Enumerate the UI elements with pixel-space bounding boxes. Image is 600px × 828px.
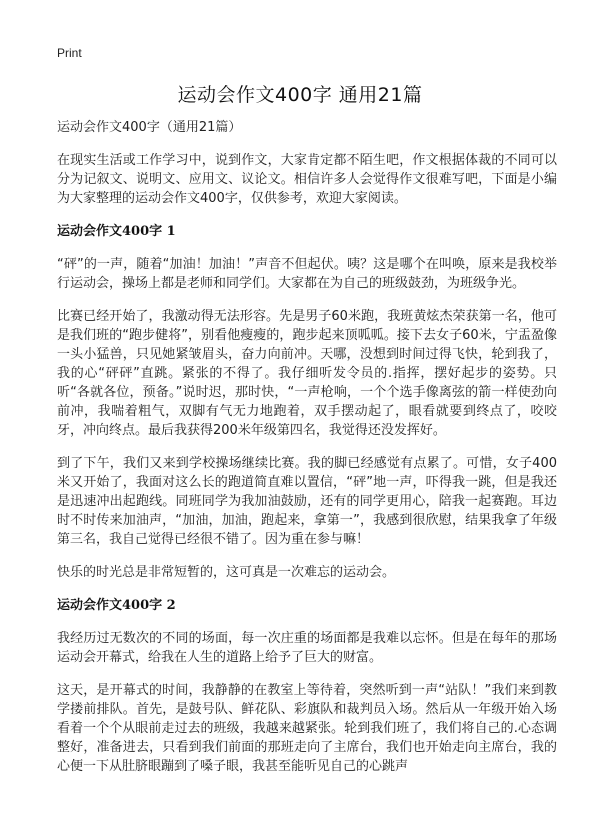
- page-title: 运动会作文400字 通用21篇: [177, 84, 423, 106]
- section-paragraph: 到了下午，我们又来到学校操场继续比赛。我的脚已经感觉有点累了。可惜，女子400米又开始了，我面对这么长的跑道简直难以置信，“砰”地一声，吓得我一跳，但是我还是迅速冲出起跑线。同班同学为我加油鼓励，还有的同学更用心，陪我一起赛跑。耳边时不时传来加油声，“加油，加油，跑起来，拿第一”，我感到很欣慰，结果我拿了年级第三名，我自己觉得已经很不错了。因为重在参与嘛！: [57, 456, 557, 547]
- section-paragraph: 快乐的时光总是非常短暂的，这可真是一次难忘的运动会。: [57, 565, 396, 580]
- article-subtitle: 运动会作文400字（通用21篇）: [57, 120, 242, 135]
- article-body: [57, 118, 557, 790]
- section-paragraph: 比赛已经开始了，我激动得无法形容。先是男子60米跑，我班黄炫杰荣获第一名，他可是我们班的“跑步健将”，别看他瘦瘦的，跑步起来顶呱呱。接下去女子60米，宁盂盈像一头小猛兽，只见她紧皱眉头，奋力向前冲。天哪，没想到时间过得飞快，轮到我了，我的心“砰砰”直跳。紧张的不得了。我仔细听发令员的.指挥，摆好起步的姿势。只听“各就各位，预备。”说时迟，那时快，“一声枪响，一个个选手像离弦的箭一样使劲向前冲，我喘着粗气，双脚有气无力地跑着，双手摆动起了，眼看就要到终点了，咬咬牙，冲向终点。最后我获得200米年级第四名，我觉得还没发挥好。: [57, 309, 557, 438]
- section-heading: 运动会作文400字 1: [57, 224, 176, 239]
- section-heading: 运动会作文400字 2: [57, 598, 176, 613]
- section-paragraph: “砰”的一声，随着“加油！加油！”声音不但起伏。咦？这是哪个在叫唤，原来是我校举行运动会，操场上都是老师和同学们。大家都在为自己的班级鼓劲，为班级争光。: [57, 257, 557, 291]
- section-paragraph: 这天，是开幕式的时间，我静静的在教室上等待着，突然听到一声“站队！”我们来到教学搂前排队。首先，是鼓号队、鲜花队、彩旗队和裁判员入场。然后从一年级开始入场看着一个个从眼前走过去的班级，我越来越紧张。轮到我们班了，我们将自己的.心态调整好，准备进去，只看到我们前面的那班走向了主席台，我们也开始走向主席台，我的心便一下从肚脐眼蹦到了嗓子眼，我甚至能听见自己的心跳声: [57, 683, 557, 774]
- section-paragraph: 我经历过无数次的不同的场面，每一次庄重的场面都是我难以忘怀。但是在每年的那场运动会开幕式，给我在人生的道路上给予了巨大的财富。: [57, 631, 557, 665]
- intro-paragraph: 在现实生活或工作学习中，说到作文，大家肯定都不陌生吧，作文根据体裁的不同可以分为记叙文、说明文、应用文、议论文。相信许多人会觉得作文很难写吧，下面是小编为大家整理的运动会作文400字，仅供参考，欢迎大家阅读。: [57, 153, 557, 206]
- print-link[interactable]: Print: [57, 46, 82, 60]
